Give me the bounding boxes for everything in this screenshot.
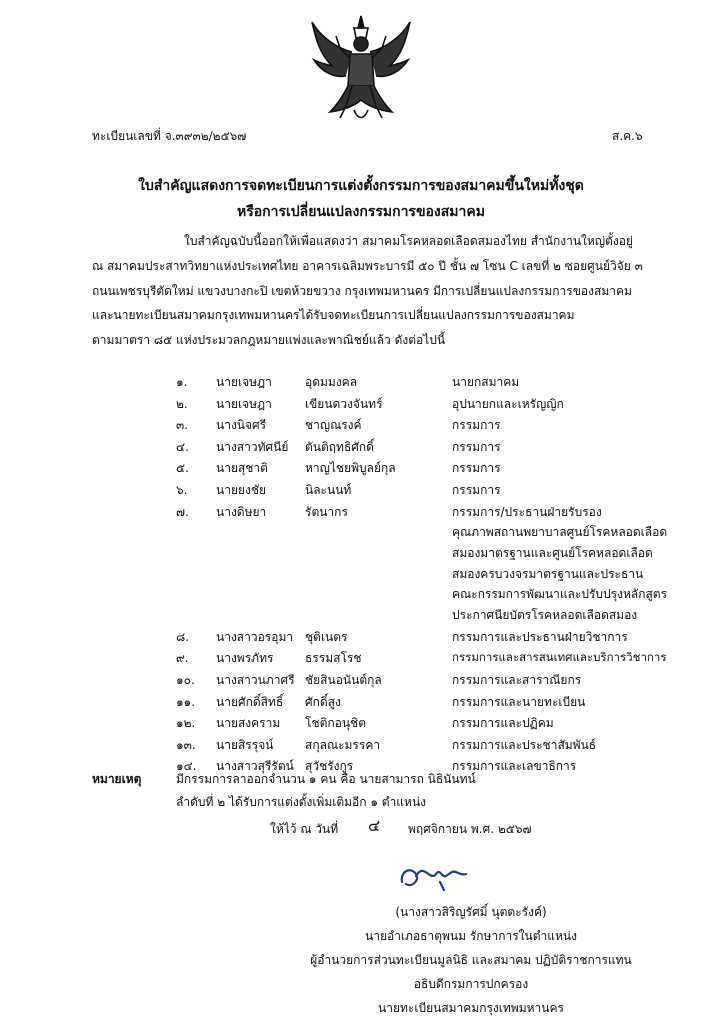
registration-number: ทะเบียนเลขที่ จ.๓๙๓๒/๒๕๖๗ — [92, 129, 247, 143]
member-position: กรรมการและสารสนเทศและบริการวิชาการ — [452, 650, 667, 664]
body-line: ถนนเพชรบุรีตัดใหม่ แขวงบางกะปิ เขตห้วยขวาง กรุงเทพมหานคร มีการเปลี่ยนแปลงกรรมการของสมาคม — [92, 284, 632, 298]
member-surname: ชาญณรงค์ — [305, 418, 362, 432]
member-number: ๑๑. — [176, 695, 196, 709]
member-name: นางพรภัทร — [216, 651, 274, 665]
issued-day: ๔ — [368, 816, 381, 835]
signer-line3: อธิบดีกรมการปกครอง — [413, 977, 529, 991]
member-surname: รัตนากร — [305, 505, 348, 519]
member-surname: หาญไชยพิบูลย์กุล — [305, 461, 396, 475]
signer-title: ผู้อำนวยการส่วนทะเบียนมูลนิธิ และสมาคม ปฏิบัติราชการแทน — [310, 953, 632, 967]
member-position-cont: สมองมาตรฐานและศูนย์โรคหลอดเลือด — [452, 546, 653, 560]
body-line: และนายทะเบียนสมาคมกรุงเทพมหานครได้รับจดทะเบียนการเปลี่ยนแปลงกรรมการของสมาคม — [92, 308, 575, 322]
member-position-cont: ประกาศนียบัตรโรคหลอดเลือดสมอง — [452, 608, 638, 622]
member-position: กรรมการและประชาสัมพันธ์ — [452, 738, 597, 752]
member-number: ๑๔. — [176, 759, 197, 773]
member-surname: ชัยสินอนันต์กุล — [305, 673, 382, 687]
member-name: นายสิรรุจน์ — [216, 738, 274, 752]
body-line: ใบสำคัญฉบับนี้ออกให้เพื่อแสดงว่า สมาคมโรคหลอดเลือดสมองไทย สำนักงานใหญ่ตั้งอยู่ — [184, 234, 633, 248]
member-number: ๕. — [176, 461, 189, 475]
member-position: กรรมการและปฏิคม — [452, 716, 554, 730]
member-surname: อุดมมงคล — [305, 375, 358, 389]
member-position: กรรมการ — [452, 418, 501, 432]
member-number: ๓. — [176, 418, 189, 432]
body-line: ตามมาตรา ๘๕ แห่งประมวลกฎหมายแพ่งและพาณิชย์แล้ว ดังต่อไปนี้ — [92, 333, 446, 347]
signer-name: (นางสาวสิริญรัศมิ์ นุตตะรังค์) — [395, 905, 547, 919]
member-number: ๒. — [176, 397, 188, 411]
member-position: กรรมการ — [452, 461, 501, 475]
document-title: ใบสำคัญแสดงการจดทะเบียนการแต่งตั้งกรรมการของสมาคมขึ้นใหม่ทั้งชุด — [138, 178, 584, 194]
member-position: กรรมการและประธานฝ่ายวิชาการ — [452, 630, 628, 644]
member-position-cont: คุณภาพสถานพยาบาลศูนย์โรคหลอดเลือด — [452, 525, 668, 539]
signature-image — [396, 852, 474, 898]
member-number: ๙. — [176, 651, 189, 665]
member-position: กรรมการ — [452, 483, 501, 497]
document-subtitle: หรือการเปลี่ยนแปลงกรรมการของสมาคม — [236, 204, 485, 220]
member-number: ๗. — [176, 505, 189, 519]
member-position: อุปนายกและเหรัญญิก — [452, 397, 564, 411]
member-surname: ชุติเนตร — [305, 630, 348, 644]
member-number: ๔. — [176, 440, 189, 454]
member-position: กรรมการและเลขาธิการ — [452, 759, 577, 773]
member-surname: โชติกอนุชิต — [305, 716, 366, 730]
member-number: ๖. — [176, 483, 188, 497]
member-surname: ศักดิ์สูง — [305, 695, 341, 709]
member-number: ๑๒. — [176, 716, 196, 730]
note-line: ลำดับที่ ๒ ได้รับการแต่งตั้งเพิ่มเติมอีก ๑ ตำแหน่ง — [176, 795, 427, 809]
member-surname: สกุลณะมรรคา — [305, 738, 381, 752]
member-name: นายเจษฎา — [216, 397, 272, 411]
member-number: ๑๓. — [176, 738, 196, 752]
member-position-cont: สมองครบวงจรมาตรฐานและประธาน — [452, 567, 644, 581]
member-name: นายศักดิ์สิทธิ์ — [216, 695, 284, 709]
issued-month-year: พฤศจิกายน พ.ศ. ๒๕๖๗ — [408, 822, 532, 836]
member-name: นายยงชัย — [216, 483, 267, 497]
member-name: นายเจษฎา — [216, 375, 272, 389]
member-surname: นิละนนท์ — [305, 483, 352, 497]
member-position: กรรมการและนายทะเบียน — [452, 695, 586, 709]
issued-label: ให้ไว้ ณ วันที่ — [270, 822, 339, 836]
member-position: นายกสมาคม — [452, 375, 520, 389]
member-name: นางสาวอรอุมา — [216, 630, 294, 644]
member-number: ๑. — [176, 375, 188, 389]
member-position-cont: คณะกรรมการพัฒนาและปรับปรุงหลักสูตร — [452, 587, 668, 601]
member-position: กรรมการ — [452, 440, 501, 454]
signer-title: นายอำเภอธาตุพนม รักษาการในตำแหน่ง — [365, 929, 577, 943]
form-code: ส.ค.๖ — [612, 129, 643, 143]
member-surname: ธรรมสโรช — [305, 651, 362, 665]
member-name: นายสุชาติ — [216, 461, 268, 475]
note-label: หมายเหตุ — [92, 772, 142, 786]
member-surname: เขียนดวงจันทร์ — [305, 397, 383, 411]
member-name: นางสาวทัศนีย์ — [216, 440, 289, 454]
member-name: นางสาวสุรีรัตน์ — [216, 759, 294, 773]
member-number: ๑๐. — [176, 673, 195, 687]
member-number: ๘. — [176, 630, 190, 644]
member-position: กรรมการ/ประธานฝ่ายรับรอง — [452, 505, 602, 519]
note-line: มีกรรมการลาออกจำนวน ๑ คน คือ นายสามารถ นิธินันทน์ — [176, 772, 476, 786]
member-name: นางดิษยา — [216, 505, 267, 519]
garuda-emblem — [306, 14, 416, 126]
member-name: นางสาวนภาศรี — [216, 673, 295, 687]
member-name: นายสงคราม — [216, 716, 281, 730]
signer-line4: นายทะเบียนสมาคมกรุงเทพมหานคร — [378, 1001, 564, 1015]
member-position: กรรมการและสาราณียกร — [452, 673, 582, 687]
member-surname: สุวัชรังกูร — [305, 759, 354, 773]
body-line: ณ สมาคมประสาทวิทยาแห่งประเทศไทย อาคารเฉลิมพระบารมี ๕๐ ปี ชั้น ๗ โซน C เลขที่ ๒ ซอยศูนย์วิจัย ๓ — [92, 259, 643, 273]
member-name: นางนิจศรี — [216, 418, 267, 432]
member-surname: ตันติฤทธิศักดิ์ — [305, 440, 374, 454]
